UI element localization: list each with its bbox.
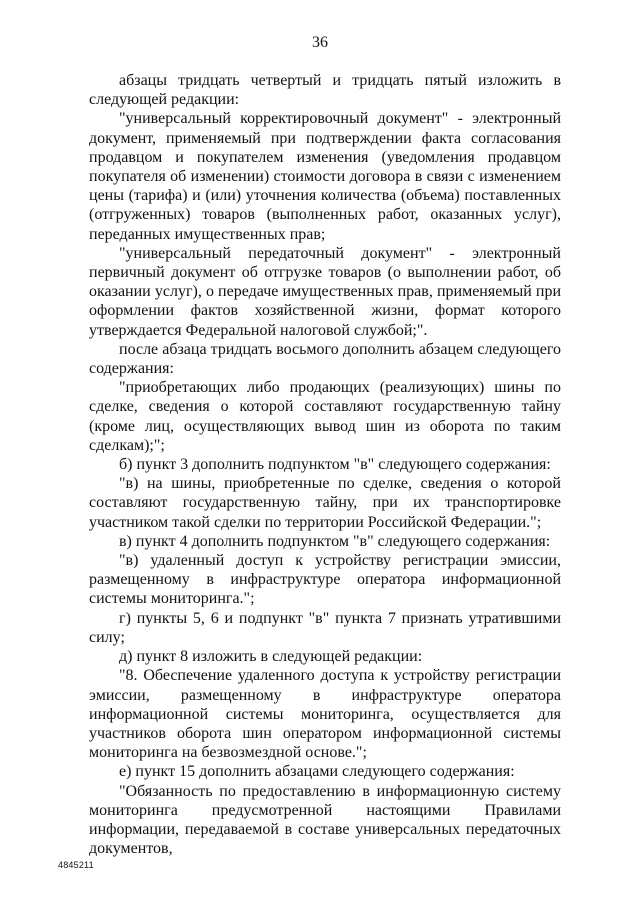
paragraph: "приобретающих либо продающих (реализующих) шины по сделке, сведения о которой составляют государственную тайну (кроме лиц, осуществляющих вывод шин из оборота по таким сделкам);"; — [89, 379, 561, 454]
paragraph: "универсальный корректировочный документ" - электронный документ, применяемый при подтверждении факта согласования продавцом и покупателем изменения (уведомления продавцом покупателя об изменении) стоимости договора в связи с изменением цены (тарифа) и (или) уточнения количества (объема) поставленных (отгруженных) товаров (выполненных работ, оказанных услуг), переданных имущественных прав; — [89, 110, 561, 243]
paragraph: д) пункт 8 изложить в следующей редакции: — [119, 648, 423, 666]
paragraph: б) пункт 3 дополнить подпунктом "в" следующего содержания: — [119, 456, 551, 474]
paragraph: "универсальный передаточный документ" - электронный первичный документ об отгрузке товаров (о выполнении работ, об оказании услуг), о передаче имущественных прав, применяемый при оформлении фактов хозяйственной жизни, формат которого утверждается Федеральной налоговой службой;". — [89, 244, 561, 339]
paragraph: "в) удаленный доступ к устройству регистрации эмиссии, размещенному в инфраструктуре оператора информационной системы мониторинга."; — [89, 552, 561, 608]
paragraph: "8. Обеспечение удаленного доступа к устройству регистрации эмиссии, размещенному в инфраструктуре оператора информационной системы мониторинга, осуществляется для участников оборота шин оператором информационной системы мониторинга на безвозмездной основе."; — [89, 667, 561, 762]
paragraph: е) пункт 15 дополнить абзацами следующего содержания: — [119, 763, 515, 781]
paragraph: в) пункт 4 дополнить подпунктом "в" следующего содержания: — [119, 532, 551, 550]
paragraph: после абзаца тридцать восьмого дополнить абзацем следующего содержания: — [89, 340, 561, 378]
paragraph: абзацы тридцать четвертый и тридцать пятый изложить в следующей редакции: — [89, 72, 561, 109]
page-number: 36 — [312, 34, 328, 51]
paragraph: "в) на шины, приобретенные по сделке, сведения о которой составляют государственную тайну, при их транспортировке участником такой сделки по территории Российской Федерации."; — [89, 475, 561, 531]
document-body — [89, 71, 561, 858]
document-code: 4845211 — [58, 860, 94, 870]
paragraph: г) пункты 5, 6 и подпункт "в" пункта 7 признать утратившими силу; — [89, 609, 561, 646]
paragraph: "Обязанность по предоставлению в информационную систему мониторинга предусмотренной настоящими Правилами информации, передаваемой в составе универсальных передаточных документов, — [89, 782, 561, 858]
